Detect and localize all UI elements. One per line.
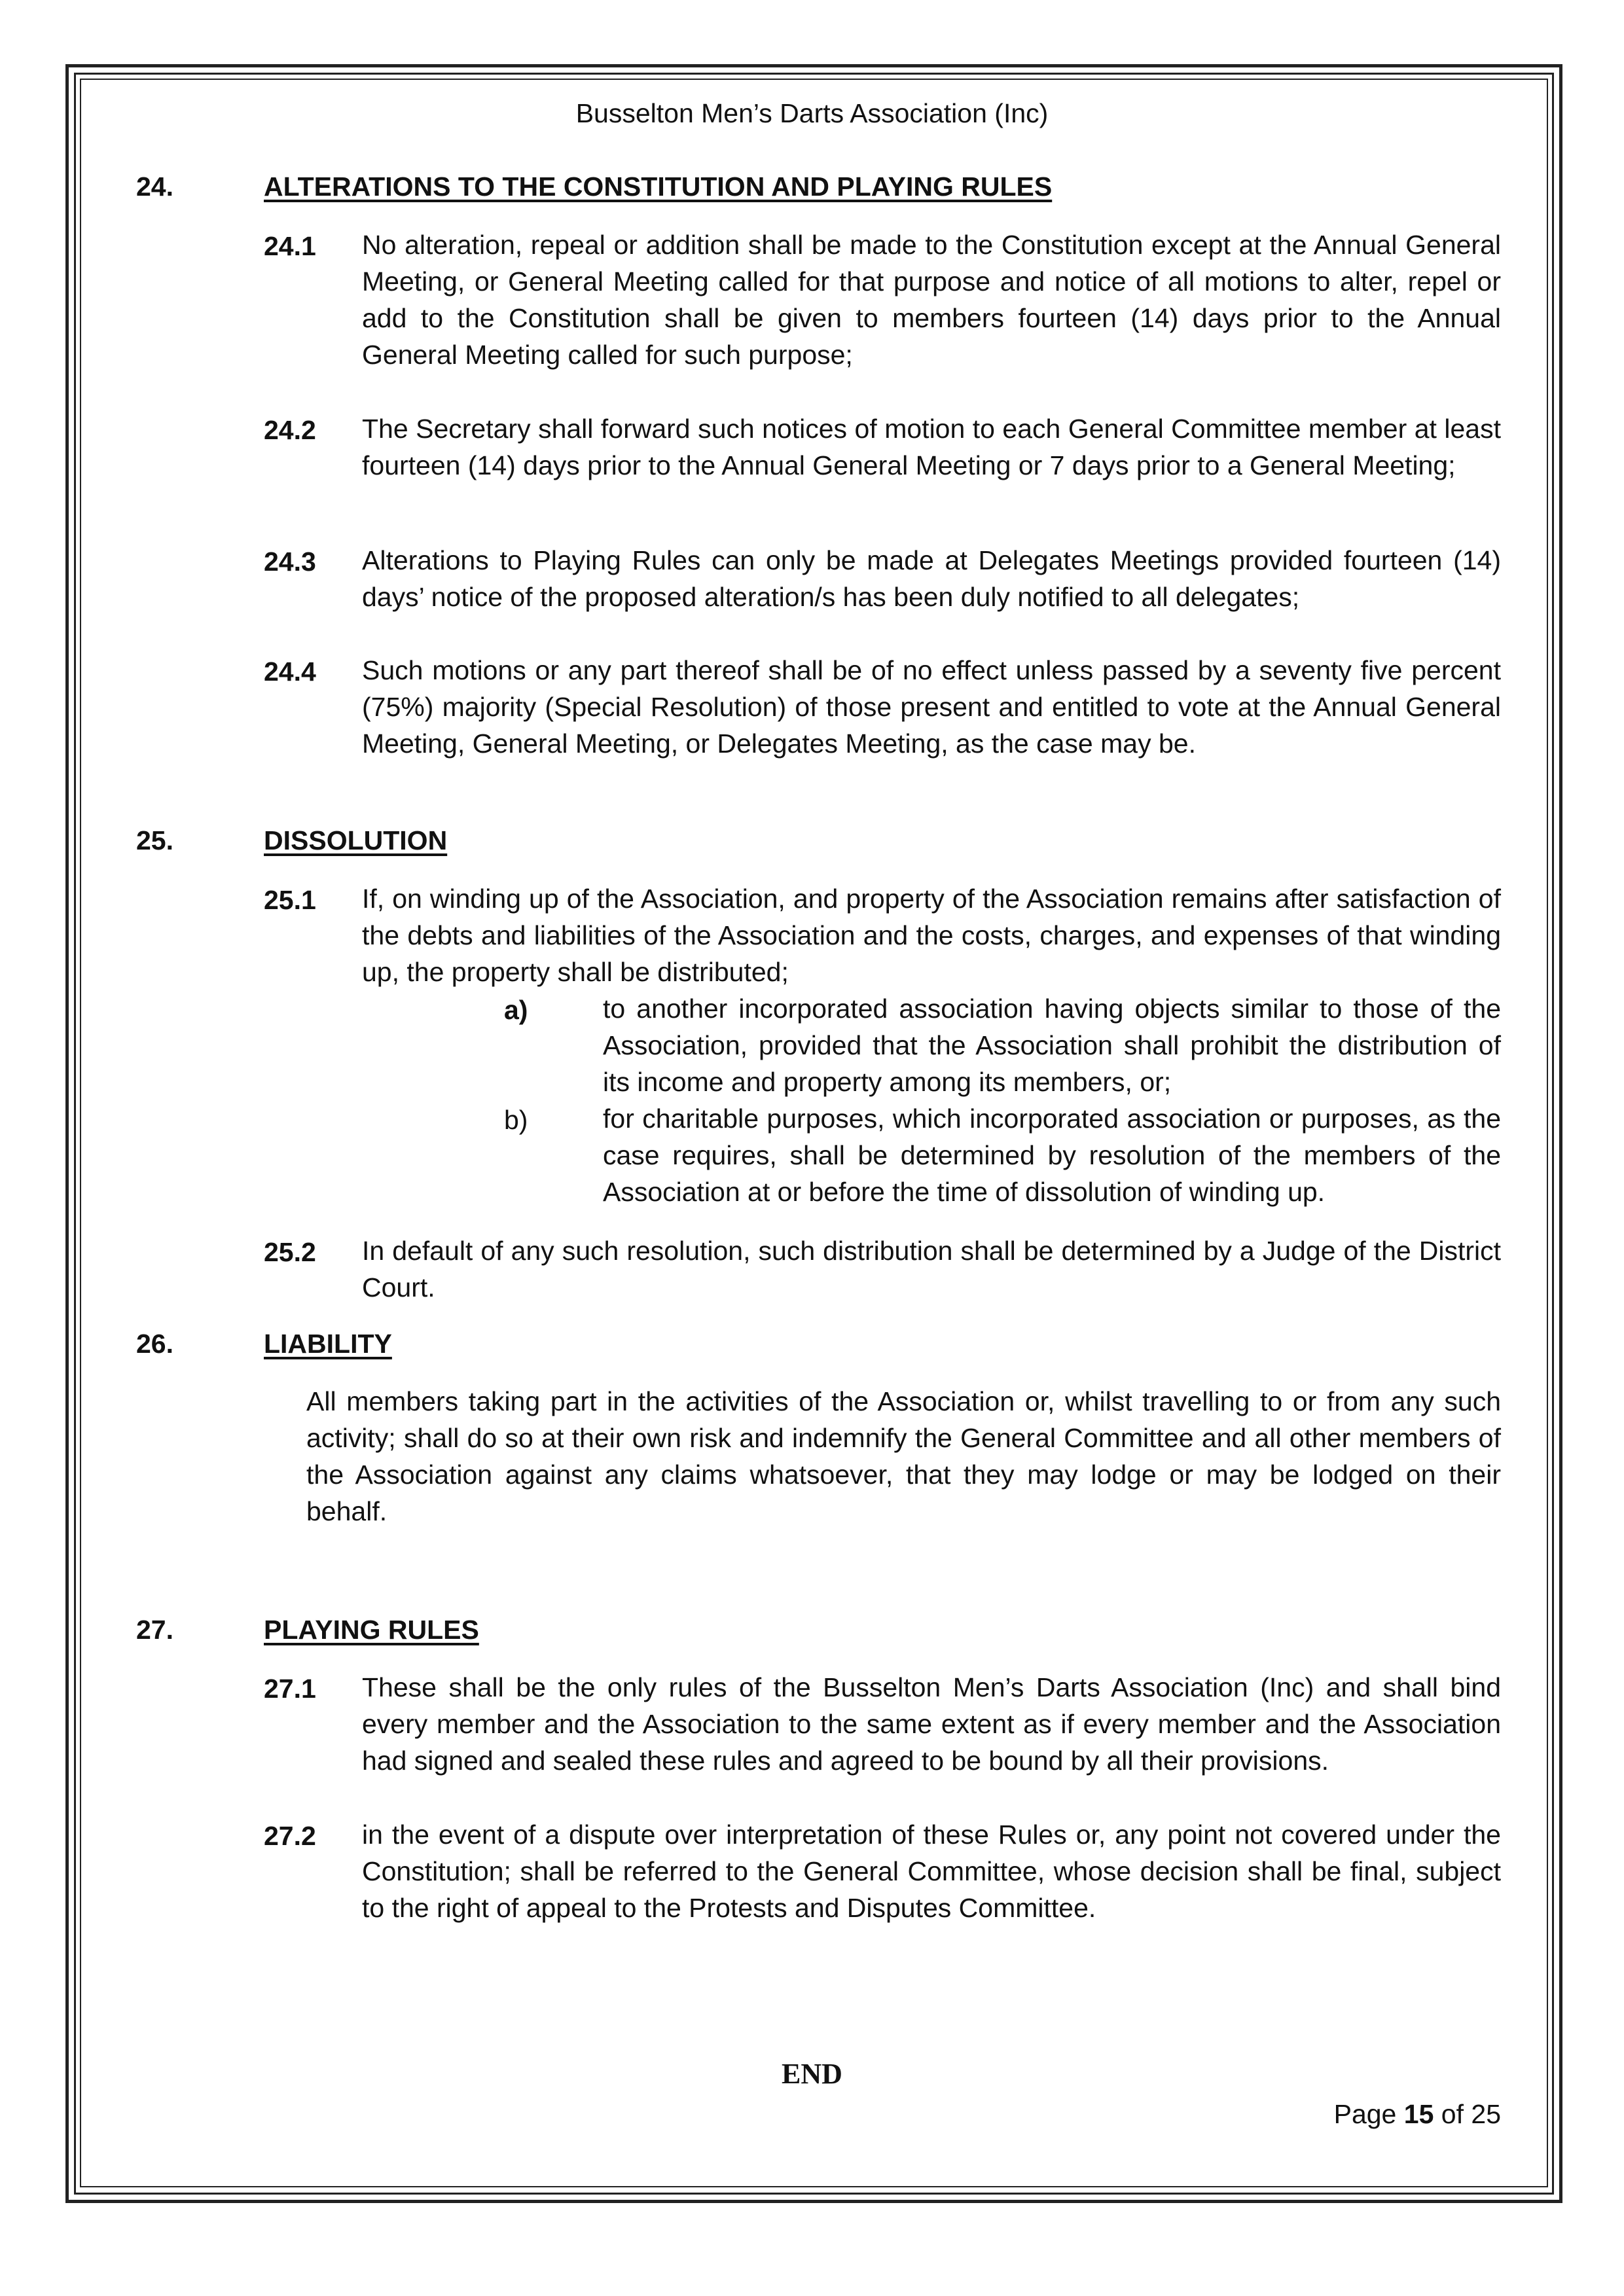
clause-24-1-number: 24.1	[264, 231, 316, 261]
list-item-a-text: to another incorporated association having objects similar to those of the Association, provided that the Association shall prohibit the distribution of its income and property among its members, or;	[603, 994, 1501, 1097]
section-26-text: All members taking part in the activities of the Association or, whilst travelling to or from any such activity; shall do so at their own risk and indemnify the General Committee and all other members of the Association against any claims whatsoever, that they may lodge or may be lodged on their behalf.	[306, 1386, 1501, 1526]
list-item-b-text: for charitable purposes, which incorporated association or purposes, as the case requires, shall be determined by resolution of the members of the Association at or before the time of dissolution of winding up.	[603, 1103, 1501, 1207]
page-prefix: Page	[1333, 2099, 1397, 2129]
running-header: Busselton Men’s Darts Association (Inc)	[575, 98, 1049, 128]
clause-27-1-text: These shall be the only rules of the Busselton Men’s Darts Association (Inc) and shall bind every member and the Association to the same extent as if every member and the Association had signed and sealed these rules and agreed to be bound by all their provisions.	[362, 1672, 1501, 1776]
section-24-number: 24.	[136, 171, 173, 202]
page-of: of	[1441, 2099, 1464, 2129]
list-item-a-mark: a)	[504, 995, 528, 1025]
clause-27-2-number: 27.2	[264, 1821, 316, 1851]
clause-24-2-number: 24.2	[264, 415, 316, 445]
clause-25-2-text: In default of any such resolution, such distribution shall be determined by a Judge of the District Court.	[362, 1236, 1501, 1302]
clause-25-1-text: If, on winding up of the Association, and property of the Association remains after satisfaction of the debts and liabilities of the Association and the costs, charges, and expenses of that winding up, the property shall be distributed;	[362, 884, 1501, 987]
clause-27-2-text: in the event of a dispute over interpretation of these Rules or, any point not covered under the Constitution; shall be referred to the General Committee, whose decision shall be final, subject to the right of appeal to the Protests and Disputes Committee.	[362, 1820, 1501, 1923]
section-24-title: ALTERATIONS TO THE CONSTITUTION AND PLAYING RULES	[264, 171, 1053, 202]
section-26-number: 26.	[136, 1329, 173, 1359]
clause-25-2-number: 25.2	[264, 1237, 316, 1267]
clause-24-3-number: 24.3	[264, 547, 316, 577]
section-27-title: PLAYING RULES	[264, 1615, 479, 1645]
page-current: 15	[1403, 2099, 1434, 2129]
clause-24-4-text: Such motions or any part thereof shall be of no effect unless passed by a seventy five percent (75%) majority (Special Resolution) of those present and entitled to vote at the Annual General Meeting, General Meeting, or Delegates Meeting, as the case may be.	[362, 655, 1501, 759]
clause-27-1-number: 27.1	[264, 1674, 316, 1704]
page-total: 25	[1471, 2099, 1501, 2129]
clause-24-4-number: 24.4	[264, 656, 316, 687]
section-26-title: LIABILITY	[264, 1329, 392, 1359]
section-27-number: 27.	[136, 1615, 173, 1645]
page-number	[1334, 2099, 1501, 2130]
clause-25-1-number: 25.1	[264, 885, 316, 915]
section-25-title: DISSOLUTION	[264, 825, 448, 855]
clause-24-3-text: Alterations to Playing Rules can only be made at Delegates Meetings provided fourteen (14) days’ notice of the proposed alteration/s has been duly notified to all delegates;	[362, 545, 1501, 612]
list-item-b-mark: b)	[504, 1105, 528, 1135]
end-marker: END	[782, 2058, 842, 2090]
clause-24-2-text: The Secretary shall forward such notices of motion to each General Committee member at least fourteen (14) days prior to the Annual General Meeting or 7 days prior to a General Meeting;	[362, 414, 1501, 480]
clause-24-1-text: No alteration, repeal or addition shall be made to the Constitution except at the Annual General Meeting, or General Meeting called for that purpose and notice of all motions to alter, repel or add to the Constitution shall be given to members fourteen (14) days prior to the Annual General Meeting called for such purpose;	[362, 230, 1501, 370]
section-25-number: 25.	[136, 825, 173, 855]
